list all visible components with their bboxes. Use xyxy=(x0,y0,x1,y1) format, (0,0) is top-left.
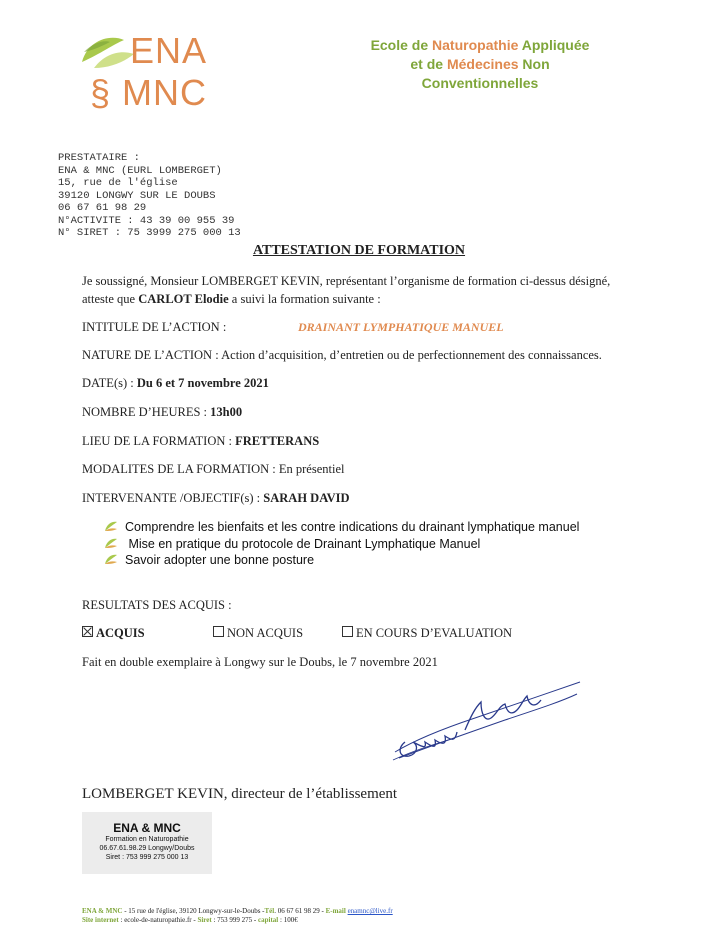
hours-value: 13h00 xyxy=(210,405,243,419)
school-text: Ecole de xyxy=(370,37,433,53)
footer-text: capital xyxy=(258,916,279,924)
provider-block xyxy=(58,152,241,240)
page-footer xyxy=(82,907,393,925)
stamp-line: Formation en Naturopathie xyxy=(105,836,189,843)
intro-line-2 xyxy=(82,292,381,307)
trainee-name: CARLOT Elodie xyxy=(138,292,229,306)
footer-text: . 06 67 61 98 29 - xyxy=(274,907,326,915)
modalities-label: MODALITES DE LA FORMATION : xyxy=(82,462,279,476)
objective-item xyxy=(104,520,579,534)
stamp-line: ENA & MNC xyxy=(113,821,181,835)
objective-text: Comprendre les bienfaits et les contre indications du drainant lymphatique manuel xyxy=(125,520,580,534)
intro-line-1: Je soussigné, Monsieur LOMBERGET KEVIN, représentant l’organisme de formation ci-dessus désigné, xyxy=(82,274,611,288)
modalities-value: En présentiel xyxy=(278,462,345,476)
school-text: Conventionnelles xyxy=(421,75,539,91)
checkbox-icon xyxy=(342,626,353,637)
objective-item xyxy=(104,553,314,567)
leaf-bullet-icon xyxy=(104,553,118,565)
result-option-acquis xyxy=(82,626,145,641)
nature-label: NATURE DE L’ACTION : xyxy=(82,348,222,362)
leaf-bullet-icon xyxy=(104,537,118,549)
objective-text: Mise en pratique du protocole de Drainant Lymphatique Manuel xyxy=(125,537,481,551)
footer-text: - 15 rue de l'église, 39120 Longwy-sur-le-Doubs - xyxy=(122,907,265,915)
provider-line: 39120 LONGWY SUR LE DOUBS xyxy=(58,189,216,202)
dates-value: Du 6 et 7 novembre 2021 xyxy=(136,376,269,390)
footer-text: : 753 999 275 - xyxy=(211,916,259,924)
result-option-label: ACQUIS xyxy=(96,626,145,640)
instructor-value: SARAH DAVID xyxy=(263,491,350,505)
intro-text: atteste que xyxy=(82,292,139,306)
objective-text: Savoir adopter une bonne posture xyxy=(125,553,315,567)
footer-email-link[interactable]: enamnc@live.fr xyxy=(347,907,393,915)
handwritten-signature xyxy=(385,680,585,780)
checkbox-icon xyxy=(213,626,224,637)
intitule-value: DRAINANT LYMPHATIQUE MANUEL xyxy=(298,320,504,334)
footer-text: : 100€ xyxy=(278,916,298,924)
provider-line: 06 67 61 98 29 xyxy=(58,202,147,214)
stamp-line: Siret : 753 999 275 000 13 xyxy=(105,854,189,861)
logo-text-mnc: § MNC xyxy=(90,72,208,113)
ena-mnc-logo xyxy=(80,28,240,118)
footer-text: : ecole-de-naturopathie.fr - xyxy=(118,916,198,924)
result-option-label: EN COURS D’EVALUATION xyxy=(356,626,513,640)
location-value: FRETTERANS xyxy=(235,434,320,448)
school-text: Non xyxy=(518,56,550,72)
school-text: et de xyxy=(410,56,447,72)
company-stamp xyxy=(82,812,212,874)
intitule-label: INTITULE DE L’ACTION : xyxy=(82,320,227,334)
footer-text: E-mail xyxy=(325,907,348,915)
provider-line: N°ACTIVITE : 43 39 00 955 39 xyxy=(58,214,235,227)
school-text: Médecines xyxy=(446,56,519,72)
school-text: Naturopathie xyxy=(432,37,519,53)
done-at-line: Fait en double exemplaire à Longwy sur le Doubs, le 7 novembre 2021 xyxy=(82,655,438,669)
school-name xyxy=(340,36,620,93)
leaf-bullet-icon xyxy=(104,520,118,532)
hours-row xyxy=(82,405,242,420)
leaf-logo-icon xyxy=(80,32,136,72)
dates-label: DATE(s) : xyxy=(82,376,137,390)
provider-line: N° SIRET : 75 3999 275 000 13 xyxy=(58,227,241,239)
nature-value: Action d’acquisition, d’entretien ou de perfectionnement des connaissances. xyxy=(221,348,602,362)
stamp-line: 06.67.61.98.29 Longwy/Doubs xyxy=(99,845,195,852)
results-label: RESULTATS DES ACQUIS : xyxy=(82,598,232,612)
result-option-non-acquis xyxy=(213,626,303,641)
result-option-label: NON ACQUIS xyxy=(227,626,304,640)
checked-checkbox-icon xyxy=(82,626,93,637)
intro-text: a suivi la formation suivante : xyxy=(228,292,381,306)
nature-row xyxy=(82,348,602,363)
objective-item xyxy=(104,537,480,551)
modalities-row xyxy=(82,462,344,477)
signer-name: LOMBERGET KEVIN, directeur de l’établissement xyxy=(82,786,398,802)
footer-text: Tél xyxy=(264,907,275,915)
footer-brand: ENA & MNC xyxy=(82,907,123,915)
provider-line: ENA & MNC (EURL LOMBERGET) xyxy=(58,164,222,177)
footer-text: Siret xyxy=(197,916,212,924)
hours-label: NOMBRE D’HEURES : xyxy=(82,405,211,419)
result-option-en-cours xyxy=(342,626,512,641)
provider-line: PRESTATAIRE : xyxy=(58,152,140,164)
location-label: LIEU DE LA FORMATION : xyxy=(82,434,236,448)
instructor-row xyxy=(82,491,350,506)
logo-text-ena: ENA xyxy=(130,30,208,71)
instructor-label: INTERVENANTE /OBJECTIF(s) : xyxy=(82,491,264,505)
location-row xyxy=(82,434,319,449)
school-text: Appliquée xyxy=(518,37,590,53)
dates-row xyxy=(82,376,269,391)
footer-text: Site internet xyxy=(82,916,119,924)
provider-line: 15, rue de l'église xyxy=(58,177,178,189)
document-title: ATTESTATION DE FORMATION xyxy=(252,243,466,258)
